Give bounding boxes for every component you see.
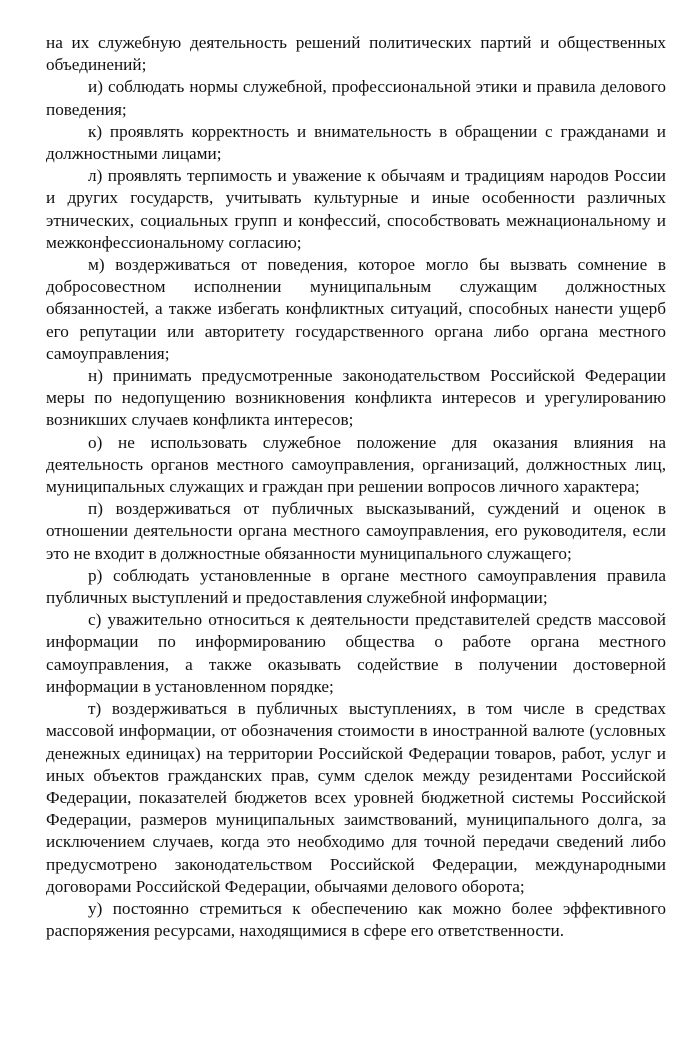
paragraph-item-i: и) соблюдать нормы служебной, профессиональной этики и правила делового поведения; bbox=[46, 77, 666, 119]
paragraph-item-u: у) постоянно стремиться к обеспечению как можно более эффективного распоряжения ресурсами, находящимися в сфере его ответственности. bbox=[46, 898, 666, 941]
paragraph-item-o: о) не использовать служебное положение для оказания влияния на деятельность органов местного самоуправления, организаций, должностных лиц, муниципальных служащих и граждан при решении вопросов личного характера; bbox=[46, 432, 666, 497]
paragraph-item-t: т) воздерживаться в публичных выступлениях, в том числе в средствах массовой информации, от обозначения стоимости в иностранной валюте (условных денежных единицах) на территории Российской Федерации товаров, работ, услуг и иных объектов гражданских прав, сумм сделок между резидентами Российской Федерации, показателей бюджетов всех уровней бюджетной системы Российской Федерации, размеров муниципальных заимствований, муниципального долга, за исключением случаев, когда это необходимо для точной передачи сведений либо предусмотрено законодательством Российской Федерации, международными договорами Российской Федерации, обычаями делового оборота; bbox=[46, 699, 666, 896]
document-page bbox=[46, 32, 666, 942]
paragraph-item-p: п) воздерживаться от публичных высказываний, суждений и оценок в отношении деятельности органа местного самоуправления, его руководителя, если это не входит в должностные обязанности муниципального служащего; bbox=[46, 499, 666, 563]
paragraph-item-s: с) уважительно относиться к деятельности представителей средств массовой информации по информированию общества о работе органа местного самоуправления, а также оказывать содействие в получении достоверной информации в установленном порядке; bbox=[46, 610, 666, 696]
paragraph-item-l: л) проявлять терпимость и уважение к обычаям и традициям народов России и других государств, учитывать культурные и иные особенности различных этнических, социальных групп и конфессий, способствовать межнациональному и межконфессиональному согласию; bbox=[46, 166, 666, 252]
paragraph-item-m: м) воздерживаться от поведения, которое могло бы вызвать сомнение в добросовестном исполнении муниципальным служащим должностных обязанностей, а также избегать конфликтных ситуаций, способных нанести ущерб его репутации или авторитету государственного органа либо органа местного самоуправления; bbox=[46, 255, 666, 363]
paragraph-item-r: р) соблюдать установленные в органе местного самоуправления правила публичных выступлений и предоставления служебной информации; bbox=[46, 565, 666, 608]
paragraph-item-n: н) принимать предусмотренные законодательством Российской Федерации меры по недопущению возникновения конфликта интересов и урегулированию возникших случаев конфликта интересов; bbox=[46, 366, 666, 430]
paragraph-item-k: к) проявлять корректность и внимательность в обращении с гражданами и должностными лицами; bbox=[46, 121, 666, 164]
paragraph-continuation: на их служебную деятельность решений политических партий и общественных объединений; bbox=[46, 33, 666, 75]
